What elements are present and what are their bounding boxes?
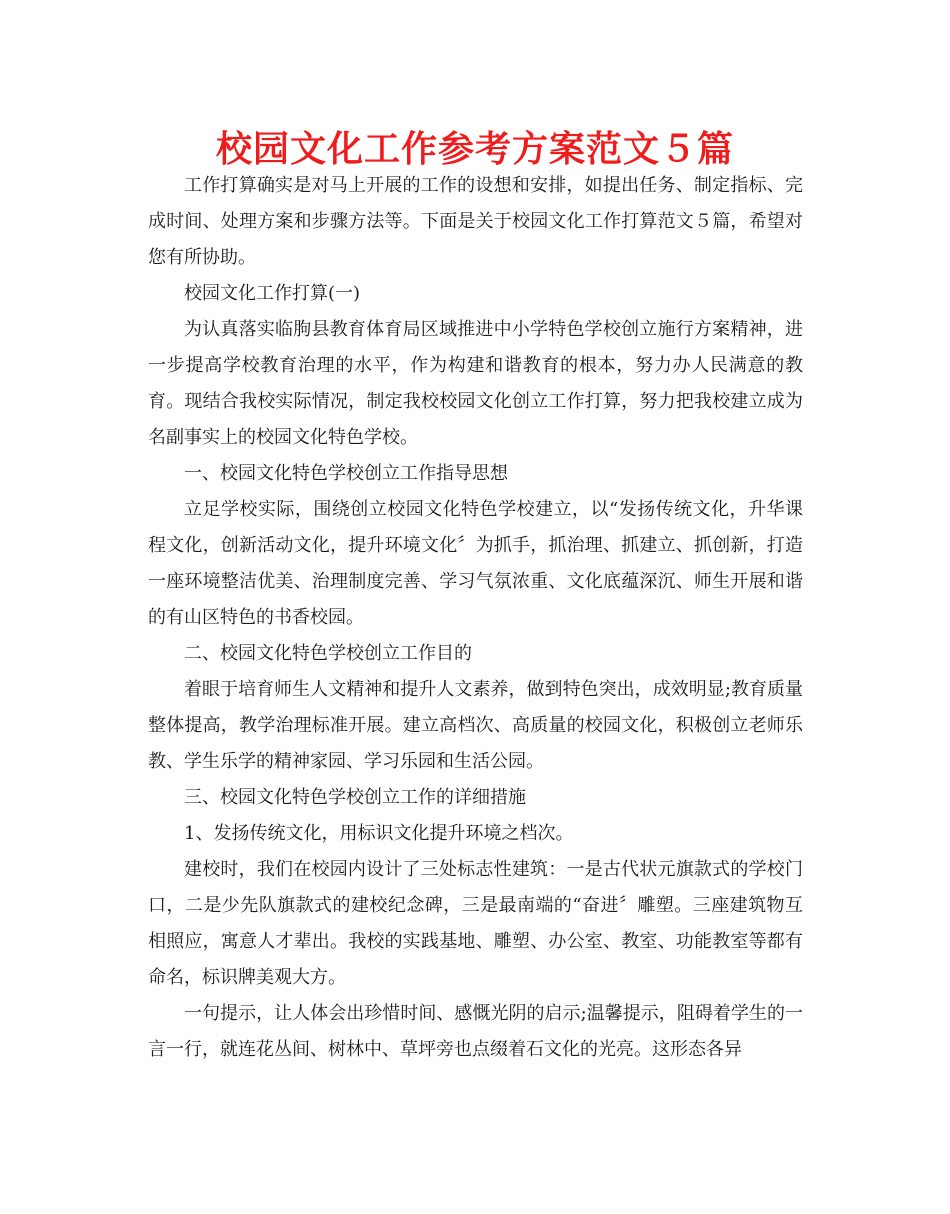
body-paragraph: 建校时，我们在校园内设计了三处标志性建筑：一是古代状元旗款式的学校门口，二是少先队旗款式的建校纪念碑，三是最南端的“奋进〞雕塑。三座建筑物互相照应，寓意人才辈出。我校的实践基地、雕塑、办公室、教室、功能教室等都有命名，标识牌美观大方。 [148,859,803,988]
body-paragraph: 为认真落实临朐县教育体育局区域推进中小学特色学校创立施行方案精神，进一步提高学校教育治理的水平，作为构建和谐教育的根本，努力办人民满意的教育。现结合我校实际情况，制定我校校园文化创立工作打算，努力把我校建立成为名副事实上的校园文化特色学校。 [148,319,803,448]
section-heading: 一、校园文化特色学校创立工作指导思想 [184,463,508,484]
document-body [148,168,803,1068]
intro-paragraph: 工作打算确实是对马上开展的工作的设想和安排，如提出任务、制定指标、完成时间、处理方案和步骤方法等。下面是关于校园文化工作打算范文５篇，希望对您有所协助。 [148,175,803,268]
body-paragraph: 立足学校实际，围绕创立校园文化特色学校建立，以“发扬传统文化，升华课程文化，创新活动文化，提升环境文化〞为抓手，抓治理、抓建立、抓创新，打造一座环境整洁优美、治理制度完善、学习气氛浓重、文化底蕴深沉、师生开展和谐的有山区特色的书香校园。 [148,499,803,628]
section-heading: 二、校园文化特色学校创立工作目的 [184,643,472,664]
body-paragraph: 一句提示，让人体会出珍惜时间、感慨光阴的启示;温馨提示，阻碍着学生的一言一行，就连花丛间、树林中、草坪旁也点缀着石文化的光亮。这形态各异 [148,1003,803,1060]
section-heading: 三、校园文化特色学校创立工作的详细措施 [184,787,526,808]
body-paragraph: 着眼于培育师生人文精神和提升人文素养，做到特色突出，成效明显;教育质量整体提高，教学治理标准开展。建立高档次、高质量的校园文化，积极创立老师乐教、学生乐学的精神家园、学习乐园和生活公园。 [148,679,803,772]
sub-heading: 1、发扬传统文化，用标识文化提升环境之档次。 [184,823,574,844]
section-heading: 校园文化工作打算(一) [184,283,361,304]
document-title: 校园文化工作参考方案范文５篇 [215,129,734,170]
